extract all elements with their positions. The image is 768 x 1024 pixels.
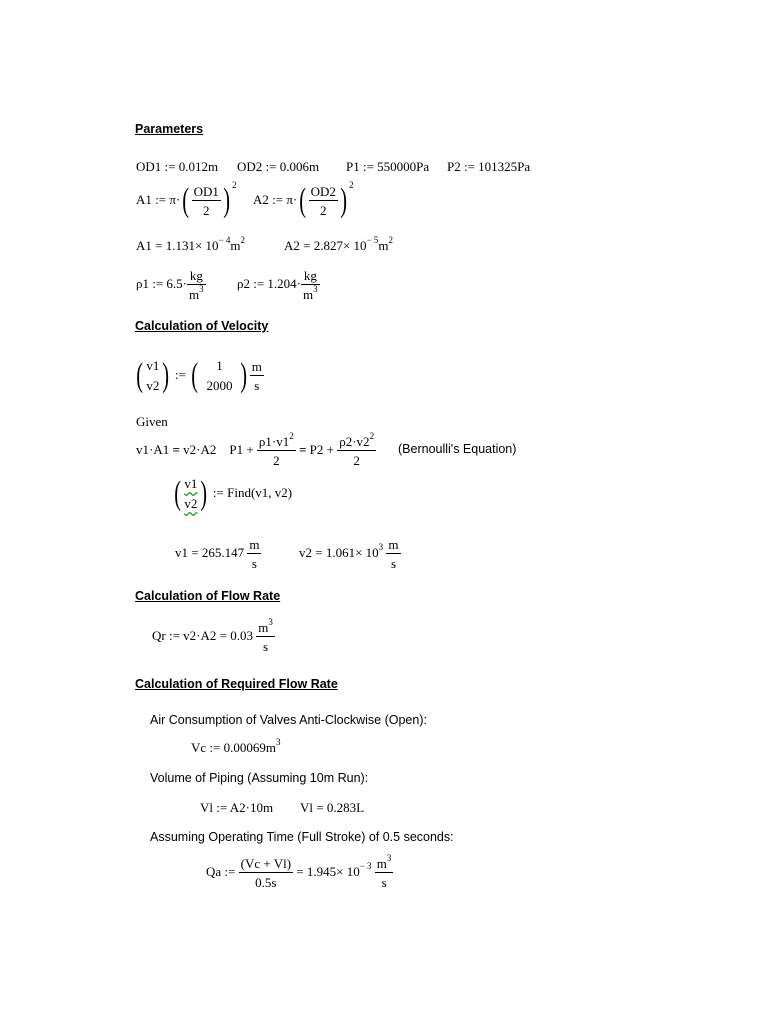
rho1-unit: $\frac{kg}{m^3}$	[189, 268, 204, 302]
bernoulli-constraints: v1·A1 = v2·A2 P1 + $\frac{\rho 1\cdot v1^2}{2}$ = P2 + $\frac{\rho 2\cdot v2^2}{2}$	[136, 431, 375, 468]
heading-flow-rate: Calculation of Flow Rate	[135, 589, 281, 603]
heading-velocity: Calculation of Velocity	[135, 319, 269, 333]
air-consumption-label: Air Consumption of Valves Anti-Clockwise (Open):	[150, 713, 427, 727]
initial-guess: ( v1 v2 ) := ( 1 2000 ) $\frac{m}{s}$	[136, 357, 262, 394]
a2-definition: A2 := π·( $\frac{OD2}{2}$ ) $^2$	[253, 179, 354, 219]
heading-parameters: Parameters	[135, 122, 204, 136]
find-solve: ( $\frac{v1}{v2}$ ) := Find(v1, v2)	[174, 475, 293, 512]
od2-definition: OD2 := 0.006m	[237, 159, 320, 174]
vl-definition: Vl := A2·10m	[200, 800, 274, 815]
given-keyword: Given	[136, 414, 168, 429]
rho2-unit: $\frac{kg}{m^3}$	[303, 268, 318, 302]
a2-result: $A2 = 2.827\times 10^{- 5}m^2$	[284, 235, 394, 253]
guess-unit: $\frac{m}{s}$	[251, 359, 262, 393]
qa-fraction: $\frac{(Vc + Vl)}{0.5s}$	[240, 856, 292, 890]
p2-definition: P2 := 101325Pa	[447, 159, 531, 174]
qa-result: Qa := $\frac{(Vc + Vl)}{0.5s}$ = $1.945\times 10^{- 3}$ $\frac{m^3}{s}$	[206, 853, 392, 890]
rho1-definition: ρ1 := 6.5· $\frac{kg}{m^3}$	[136, 268, 204, 302]
vc-definition: Vc := $0.00069m^3$	[191, 737, 281, 755]
operating-time-label: Assuming Operating Time (Full Stroke) of 0.5 seconds:	[150, 830, 454, 844]
qr-result: Qr := v2·A2 = 0.03 $\frac{m^3}{s}$	[152, 617, 273, 654]
v2-result: $v2 = 1.061\times 10^3$ $\frac{m}{s}$	[299, 537, 399, 571]
v1-result: v1 = 265.147 $\frac{m}{s}$	[175, 537, 260, 571]
bernoulli-term-1: $\frac{\rho 1\cdot v1^2}{2}$	[258, 431, 294, 468]
vl-result: Vl = 0.283L	[300, 800, 365, 815]
bernoulli-term-2: $\frac{\rho 2\cdot v2^2}{2}$	[339, 431, 375, 468]
rho2-definition: ρ2 := 1.204· $\frac{kg}{m^3}$	[237, 268, 318, 302]
heading-required-flow: Calculation of Required Flow Rate	[135, 677, 338, 691]
a1-fraction: $\frac{OD1}{2}$	[193, 184, 219, 218]
piping-volume-label: Volume of Piping (Assuming 10m Run):	[150, 771, 369, 785]
a1-definition: A1 := π·( $\frac{OD1}{2}$ ) $^2$	[136, 179, 237, 219]
a2-fraction: $\frac{OD2}{2}$	[310, 184, 336, 218]
bernoulli-note: (Bernoulli's Equation)	[398, 442, 517, 456]
p1-definition: P1 := 550000Pa	[346, 159, 430, 174]
od1-definition: OD1 := 0.012m	[136, 159, 219, 174]
a1-result: $A1 = 1.131\times 10^{- 4}m^2$	[136, 235, 246, 253]
